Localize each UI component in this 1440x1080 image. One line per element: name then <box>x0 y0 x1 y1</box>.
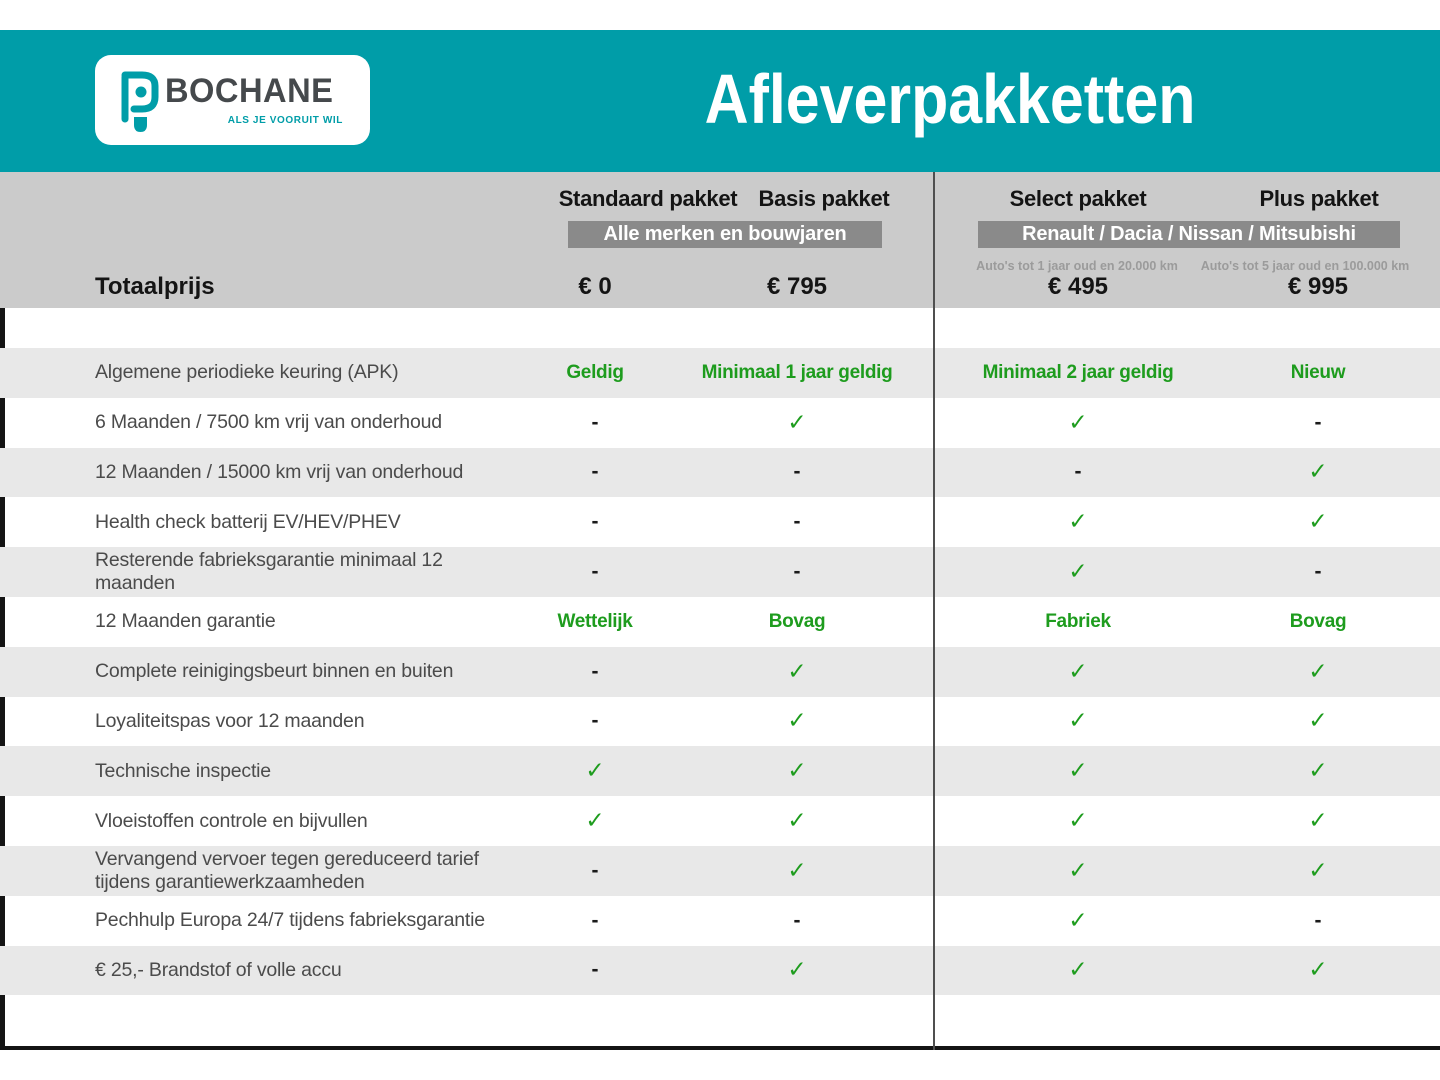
value-standaard: - <box>591 510 599 534</box>
value-select: ✓ <box>1068 559 1088 586</box>
feature-rows <box>0 348 1440 995</box>
value-basis: Bovag <box>768 610 826 632</box>
value-standaard: - <box>591 560 599 584</box>
value-basis: ✓ <box>787 808 807 835</box>
group-bar-all-brands: Alle merken en bouwjaren <box>568 221 882 248</box>
value-plus: ✓ <box>1308 658 1328 685</box>
value-basis: ✓ <box>787 857 807 884</box>
table-header <box>0 172 1440 308</box>
value-basis: - <box>793 460 801 484</box>
feature-label: 6 Maanden / 7500 km vrij van onderhoud <box>95 411 442 434</box>
value-select: ✓ <box>1068 509 1088 536</box>
column-header-select: Select pakket <box>1009 186 1147 211</box>
group-bar-renault-group: Renault / Dacia / Nissan / Mitsubishi <box>978 221 1400 248</box>
column-header-plus: Plus pakket <box>1259 186 1379 211</box>
table-row <box>0 448 1440 498</box>
table-row <box>0 348 1440 398</box>
value-plus: ✓ <box>1308 708 1328 735</box>
value-standaard: ✓ <box>585 808 605 835</box>
value-select: ✓ <box>1068 957 1088 984</box>
value-standaard: - <box>591 908 599 932</box>
value-plus: ✓ <box>1308 459 1328 486</box>
value-plus: Bovag <box>1289 610 1347 632</box>
value-select: Fabriek <box>1045 610 1111 632</box>
value-standaard: - <box>591 410 599 434</box>
price-basis: € 795 <box>766 273 828 300</box>
value-select: ✓ <box>1068 808 1088 835</box>
bochane-logo-icon <box>115 67 165 133</box>
value-select: ✓ <box>1068 857 1088 884</box>
price-standaard: € 0 <box>578 273 612 300</box>
spacer-row <box>0 308 1440 348</box>
table-bottom-border <box>0 1046 1440 1050</box>
value-plus: ✓ <box>1308 957 1328 984</box>
column-note-plus: Auto's tot 5 jaar oud en 100.000 km <box>1200 259 1410 273</box>
value-select: - <box>1074 460 1082 484</box>
value-basis: ✓ <box>787 957 807 984</box>
value-select: ✓ <box>1068 409 1088 436</box>
value-standaard: Geldig <box>566 361 624 383</box>
column-divider <box>933 172 935 1050</box>
feature-label: Resterende fabrieksgarantie minimaal 12 maanden <box>95 549 443 595</box>
value-select: ✓ <box>1068 758 1088 785</box>
value-basis: Minimaal 1 jaar geldig <box>701 361 893 383</box>
table-row <box>0 497 1440 547</box>
value-select: ✓ <box>1068 658 1088 685</box>
total-price-label: Totaalprijs <box>95 273 215 300</box>
value-select: Minimaal 2 jaar geldig <box>982 361 1174 383</box>
feature-label: Vloeistoffen controle en bijvullen <box>95 809 368 832</box>
value-standaard: - <box>591 460 599 484</box>
feature-label: Algemene periodieke keuring (APK) <box>95 361 399 384</box>
value-standaard: - <box>591 659 599 683</box>
brand-tagline: ALS JE VOORUIT WIL <box>227 115 343 126</box>
table-row <box>0 846 1440 896</box>
value-select: ✓ <box>1068 708 1088 735</box>
value-basis: ✓ <box>787 708 807 735</box>
feature-label: € 25,- Brandstof of volle accu <box>95 958 342 981</box>
table-row <box>0 796 1440 846</box>
price-plus: € 995 <box>1287 273 1349 300</box>
value-plus: Nieuw <box>1290 361 1346 383</box>
table-row <box>0 896 1440 946</box>
value-basis: - <box>793 510 801 534</box>
feature-label: Health check batterij EV/HEV/PHEV <box>95 510 401 533</box>
table-row <box>0 398 1440 448</box>
value-plus: ✓ <box>1308 808 1328 835</box>
feature-label: Pechhulp Europa 24/7 tijdens fabrieksgarantie <box>95 909 485 932</box>
value-select: ✓ <box>1068 907 1088 934</box>
value-standaard: ✓ <box>585 758 605 785</box>
header-banner <box>0 30 1440 172</box>
value-standaard: - <box>591 958 599 982</box>
table-row <box>0 746 1440 796</box>
value-plus: ✓ <box>1308 758 1328 785</box>
value-standaard: - <box>591 709 599 733</box>
value-basis: ✓ <box>787 758 807 785</box>
table-row <box>0 647 1440 697</box>
feature-label: 12 Maanden / 15000 km vrij van onderhoud <box>95 460 464 483</box>
value-standaard: Wettelijk <box>557 610 633 632</box>
value-basis: - <box>793 560 801 584</box>
value-plus: - <box>1314 560 1322 584</box>
column-note-select: Auto's tot 1 jaar oud en 20.000 km <box>976 259 1178 273</box>
feature-label: Loyaliteitspas voor 12 maanden <box>95 709 365 732</box>
bottom-spacer <box>0 995 1440 1046</box>
table-row <box>0 697 1440 747</box>
column-header-basis: Basis pakket <box>758 186 890 211</box>
brand-name: BOCHANE <box>165 72 334 110</box>
table-row <box>0 946 1440 996</box>
feature-label: 12 Maanden garantie <box>95 610 276 633</box>
bochane-logo <box>95 55 370 145</box>
value-basis: ✓ <box>787 658 807 685</box>
page-title: Afleverpakketten <box>704 60 1196 138</box>
price-select: € 495 <box>1047 273 1109 300</box>
value-basis: - <box>793 908 801 932</box>
feature-label: Technische inspectie <box>95 759 271 782</box>
value-plus: - <box>1314 908 1322 932</box>
value-plus: - <box>1314 410 1322 434</box>
table-row <box>0 547 1440 597</box>
column-header-standaard: Standaard pakket <box>558 186 738 211</box>
feature-label: Vervangend vervoer tegen gereduceerd tarief tijdens garantiewerkzaamheden <box>95 847 479 893</box>
feature-label: Complete reinigingsbeurt binnen en buiten <box>95 660 454 683</box>
value-plus: ✓ <box>1308 857 1328 884</box>
value-plus: ✓ <box>1308 509 1328 536</box>
table-row <box>0 597 1440 647</box>
value-basis: ✓ <box>787 409 807 436</box>
value-standaard: - <box>591 858 599 882</box>
